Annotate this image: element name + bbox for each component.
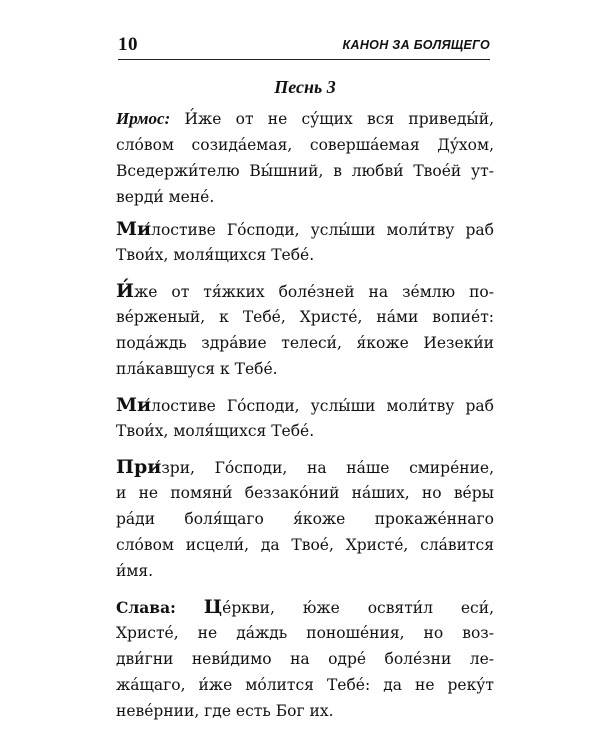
drop-initial: Ми [116,218,152,240]
page-number: 10 [118,34,138,55]
refrain-paragraph [116,216,494,268]
troparion-line: сло́вом исцели́, да Твое́, Христе́, сла́вится [116,536,494,554]
troparion-line: пла́кавшуся к Тебе́. [116,360,278,378]
troparion-line: и не помяни́ беззако́ний на́ших, но ве́ры [116,484,494,502]
troparion-line: ве́рженый, к Тебе́, Христе́, на́ми вопие́т: [116,308,494,326]
troparion-paragraph [116,454,494,584]
drop-initial: Ми [116,394,152,416]
troparion-paragraph [116,278,494,382]
ode-title: Песнь 3 [274,77,336,97]
glory-paragraph [116,594,494,724]
troparion-line: и́мя. [116,562,154,580]
heirmos-label: Ирмос: [116,109,171,128]
heirmos-line: верди́ мене́. [116,188,215,206]
canon-text [116,74,494,724]
troparion-line: ра́ди боля́щаго я́коже прокаже́ннаго [116,510,494,528]
glory-line: неве́рнии, где есть Бог их. [116,702,334,720]
running-head: КАНОН ЗА БОЛЯЩЕГО [342,38,490,52]
glory-line: Христе́, не да́ждь поноше́ния, но воз- [116,624,494,642]
drop-initial: При [116,456,162,478]
refrain-line: Твои́х, моля́щихся Тебе́. [116,422,315,440]
troparion-line: И́же от тя́жких боле́зней на зе́млю по- [116,280,494,302]
refrain-line: Твои́х, моля́щихся Тебе́. [116,246,315,264]
glory-label: Слава: [116,598,176,617]
drop-initial: Ц [203,596,223,618]
troparion-line: пода́ждь здра́вие телеси́, я́коже Иезеки́и [116,334,494,352]
glory-line: жа́щаго, и́же мо́лится Тебе́: да не реку́т [116,676,494,694]
refrain-line: Ми́лостиве Го́споди, услы́ши моли́тву раб [116,394,494,416]
heirmos-paragraph [116,106,494,210]
heirmos-line: Ирмос: И́же от не су́щих вся приведы́й, [116,109,494,128]
heirmos-line: Вседержи́телю Вы́шний, в любви́ Твое́й ут- [116,162,494,180]
header-rule [118,59,490,60]
troparion-line: При́зри, Го́споди, на на́ше смире́ние, [116,456,494,478]
heirmos-line: сло́вом созида́емая, соверша́емая Ду́хом, [116,136,494,154]
page-header [118,30,490,60]
drop-initial: И́ [116,280,134,302]
glory-line: дви́гни неви́димо на одре́ боле́зни ле- [116,650,494,668]
refrain-line: Ми́лостиве Го́споди, услы́ши моли́тву раб [116,218,494,240]
glory-line: Слава: Це́ркви, ю́же освяти́л еси́, [116,596,494,618]
refrain-paragraph [116,392,494,444]
